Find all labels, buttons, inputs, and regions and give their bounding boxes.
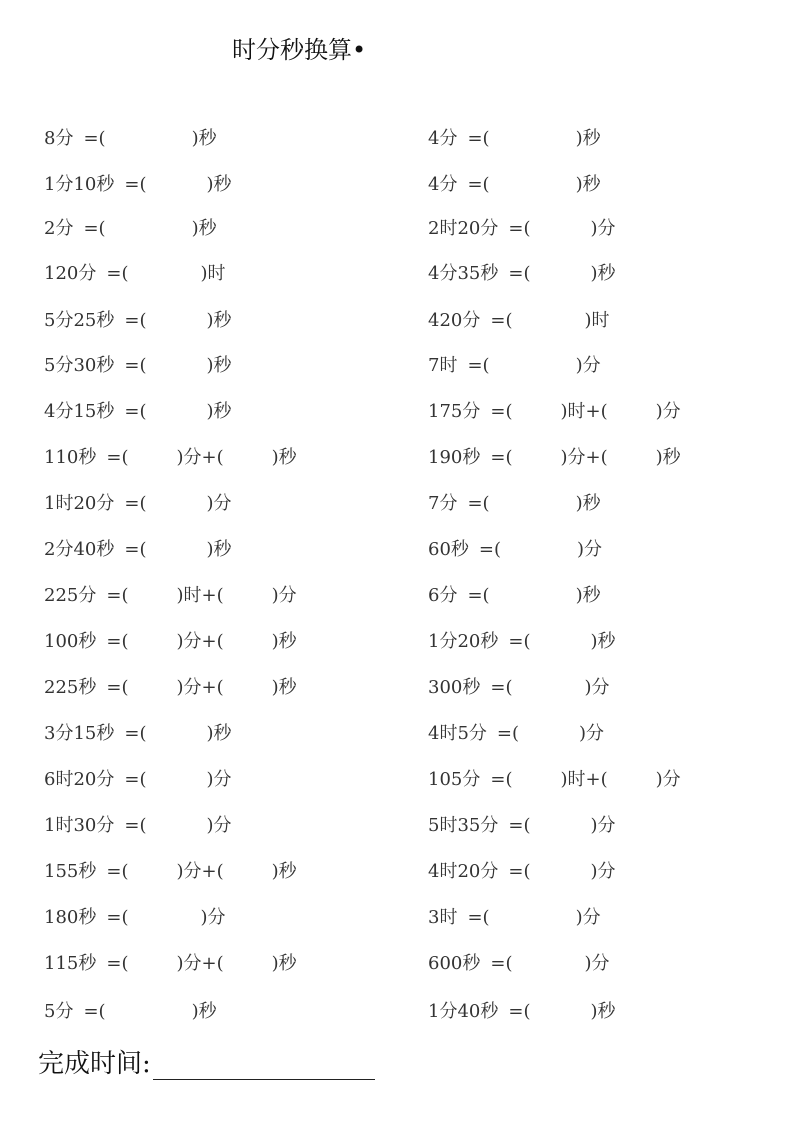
- problem-left-7: [44, 401, 232, 423]
- equals-open-paren: =(: [490, 677, 513, 698]
- equals-open-paren: =(: [490, 401, 513, 422]
- problem-given: 5分30秒: [44, 355, 115, 376]
- close-paren-unit: )分: [655, 769, 681, 790]
- answer-blank[interactable]: [490, 174, 576, 196]
- close-paren-unit: )分: [655, 401, 681, 422]
- problem-given: 4分: [428, 128, 458, 149]
- problem-given: 4分15秒: [44, 401, 115, 422]
- equals-open-paren: =(: [124, 539, 147, 560]
- answer-blank[interactable]: [224, 585, 272, 607]
- answer-blank[interactable]: [490, 493, 576, 515]
- equals-open-paren: =(: [508, 218, 531, 239]
- problem-given: 300秒: [428, 677, 481, 698]
- problem-left-6: [44, 355, 232, 377]
- problem-left-8: [44, 447, 297, 469]
- problem-given: 1分20秒: [428, 631, 499, 652]
- close-paren-unit: )时: [176, 585, 202, 606]
- problem-left-18: [44, 907, 226, 929]
- problem-given: 100秒: [44, 631, 97, 652]
- close-paren-unit: )秒: [590, 263, 616, 284]
- problem-left-12: [44, 631, 297, 653]
- answer-blank[interactable]: [146, 815, 206, 837]
- answer-blank[interactable]: [128, 861, 176, 883]
- close-paren-unit: )秒: [575, 174, 601, 195]
- problem-given: 5分: [44, 1001, 74, 1022]
- close-paren-unit: )时: [560, 401, 586, 422]
- close-paren-unit: )秒: [655, 447, 681, 468]
- answer-blank[interactable]: [106, 128, 192, 150]
- answer-blank[interactable]: [224, 631, 272, 653]
- close-paren-unit: )秒: [590, 1001, 616, 1022]
- problem-given: 180秒: [44, 907, 97, 928]
- close-paren-unit: )分: [590, 861, 616, 882]
- problem-right-16: [428, 815, 616, 837]
- problem-right-6: [428, 355, 601, 377]
- equals-open-paren: =(: [490, 953, 513, 974]
- equals-open-paren: =(: [124, 174, 147, 195]
- close-paren-unit: )秒: [271, 953, 297, 974]
- plus-open-paren: +(: [585, 401, 608, 422]
- answer-blank[interactable]: [146, 769, 206, 791]
- answer-blank[interactable]: [146, 355, 206, 377]
- problem-given: 225秒: [44, 677, 97, 698]
- problem-given: 3时: [428, 907, 458, 928]
- equals-open-paren: =(: [467, 493, 490, 514]
- equals-open-paren: =(: [106, 585, 129, 606]
- answer-blank[interactable]: [106, 218, 192, 240]
- equals-open-paren: =(: [467, 585, 490, 606]
- equals-open-paren: =(: [106, 861, 129, 882]
- answer-blank[interactable]: [106, 1001, 192, 1023]
- problem-left-2: [44, 174, 232, 196]
- equals-open-paren: =(: [106, 907, 129, 928]
- answer-blank[interactable]: [512, 769, 560, 791]
- problem-given: 60秒: [428, 539, 469, 560]
- plus-open-paren: +(: [201, 447, 224, 468]
- problem-right-11: [428, 585, 601, 607]
- answer-blank[interactable]: [146, 401, 206, 423]
- close-paren-unit: )分: [206, 493, 232, 514]
- equals-open-paren: =(: [508, 631, 531, 652]
- problem-given: 3分15秒: [44, 723, 115, 744]
- plus-open-paren: +(: [201, 631, 224, 652]
- close-paren-unit: )秒: [191, 128, 217, 149]
- problem-right-1: [428, 128, 601, 150]
- close-paren-unit: )分: [271, 585, 297, 606]
- close-paren-unit: )秒: [271, 861, 297, 882]
- problem-left-16: [44, 815, 232, 837]
- equals-open-paren: =(: [124, 769, 147, 790]
- answer-blank[interactable]: [128, 585, 176, 607]
- equals-open-paren: =(: [83, 128, 106, 149]
- problem-given: 4分: [428, 174, 458, 195]
- problem-left-4: [44, 263, 226, 285]
- plus-open-paren: +(: [201, 677, 224, 698]
- problem-right-8: [428, 447, 681, 469]
- problem-given: 420分: [428, 310, 481, 331]
- problem-left-20: [44, 1001, 217, 1023]
- close-paren-unit: )秒: [271, 631, 297, 652]
- answer-blank[interactable]: [530, 861, 590, 883]
- close-paren-unit: )时: [200, 263, 226, 284]
- problem-right-3: [428, 218, 616, 240]
- problem-given: 2分40秒: [44, 539, 115, 560]
- answer-blank[interactable]: [512, 310, 584, 332]
- plus-open-paren: +(: [201, 861, 224, 882]
- answer-blank[interactable]: [224, 447, 272, 469]
- answer-blank[interactable]: [530, 218, 590, 240]
- problem-given: 155秒: [44, 861, 97, 882]
- plus-open-paren: +(: [585, 769, 608, 790]
- plus-open-paren: +(: [201, 585, 224, 606]
- problem-left-19: [44, 953, 297, 975]
- equals-open-paren: =(: [83, 1001, 106, 1022]
- problem-given: 1时30分: [44, 815, 115, 836]
- close-paren-unit: )秒: [271, 677, 297, 698]
- close-paren-unit: )秒: [191, 1001, 217, 1022]
- problem-given: 7时: [428, 355, 458, 376]
- problem-given: 600秒: [428, 953, 481, 974]
- close-paren-unit: )秒: [206, 539, 232, 560]
- problem-left-14: [44, 723, 232, 745]
- problem-right-7: [428, 401, 681, 423]
- close-paren-unit: )时: [560, 769, 586, 790]
- equals-open-paren: =(: [478, 539, 502, 560]
- answer-blank[interactable]: [128, 447, 176, 469]
- answer-blank[interactable]: [128, 263, 200, 285]
- close-paren-unit: )秒: [206, 310, 232, 331]
- answer-blank[interactable]: [501, 539, 577, 561]
- equals-open-paren: =(: [467, 128, 490, 149]
- answer-blank[interactable]: [512, 401, 560, 423]
- problem-left-13: [44, 677, 297, 699]
- close-paren-unit: )秒: [575, 585, 601, 606]
- problem-left-11: [44, 585, 297, 607]
- problem-given: 225分: [44, 585, 97, 606]
- equals-open-paren: =(: [508, 861, 531, 882]
- answer-blank[interactable]: [608, 769, 656, 791]
- close-paren-unit: )分: [200, 907, 226, 928]
- worksheet-title: 时分秒换算•: [232, 36, 367, 64]
- answer-blank[interactable]: [530, 631, 590, 653]
- answer-blank[interactable]: [608, 401, 656, 423]
- problem-left-1: [44, 128, 217, 150]
- problem-left-17: [44, 861, 297, 883]
- equals-open-paren: =(: [124, 355, 147, 376]
- problem-given: 4时5分: [428, 723, 487, 744]
- problem-left-10: [44, 539, 232, 561]
- answer-blank[interactable]: [128, 631, 176, 653]
- equals-open-paren: =(: [106, 263, 129, 284]
- equals-open-paren: =(: [124, 401, 147, 422]
- close-paren-unit: )分: [176, 953, 202, 974]
- answer-blank[interactable]: [490, 907, 576, 929]
- equals-open-paren: =(: [508, 263, 531, 284]
- problem-given: 2时20分: [428, 218, 499, 239]
- answer-blank[interactable]: [224, 953, 272, 975]
- plus-open-paren: +(: [585, 447, 608, 468]
- problem-right-18: [428, 907, 601, 929]
- problem-right-19: [428, 953, 610, 975]
- problem-left-5: [44, 310, 232, 332]
- completion-time: [38, 1043, 375, 1080]
- close-paren-unit: )分: [176, 631, 202, 652]
- problem-given: 120分: [44, 263, 97, 284]
- equals-open-paren: =(: [106, 953, 129, 974]
- answer-blank[interactable]: [146, 723, 206, 745]
- equals-open-paren: =(: [124, 310, 147, 331]
- equals-open-paren: =(: [124, 815, 147, 836]
- problem-left-9: [44, 493, 232, 515]
- problem-given: 115秒: [44, 953, 97, 974]
- answer-blank[interactable]: [224, 861, 272, 883]
- answer-blank[interactable]: [146, 174, 206, 196]
- equals-open-paren: =(: [106, 677, 129, 698]
- answer-blank[interactable]: [530, 815, 590, 837]
- answer-blank[interactable]: [490, 128, 576, 150]
- close-paren-unit: )秒: [575, 128, 601, 149]
- answer-blank[interactable]: [512, 447, 560, 469]
- answer-blank[interactable]: [146, 310, 206, 332]
- answer-blank[interactable]: [128, 953, 176, 975]
- problem-given: 7分: [428, 493, 458, 514]
- problem-given: 1时20分: [44, 493, 115, 514]
- problem-given: 105分: [428, 769, 481, 790]
- close-paren-unit: )分: [206, 769, 232, 790]
- equals-open-paren: =(: [467, 174, 490, 195]
- problem-left-3: [44, 218, 217, 240]
- equals-open-paren: =(: [467, 355, 490, 376]
- equals-open-paren: =(: [83, 218, 106, 239]
- answer-blank[interactable]: [512, 953, 584, 975]
- answer-blank[interactable]: [128, 677, 176, 699]
- answer-blank[interactable]: [608, 447, 656, 469]
- problem-given: 8分: [44, 128, 74, 149]
- problem-given: 4时20分: [428, 861, 499, 882]
- equals-open-paren: =(: [106, 447, 129, 468]
- problem-right-5: [428, 310, 610, 332]
- problem-right-10: [428, 539, 602, 561]
- close-paren-unit: )分: [590, 815, 616, 836]
- problem-right-13: [428, 677, 610, 699]
- problem-given: 1分40秒: [428, 1001, 499, 1022]
- equals-open-paren: =(: [124, 493, 147, 514]
- answer-blank[interactable]: [128, 907, 200, 929]
- problem-right-14: [428, 723, 604, 745]
- problem-left-15: [44, 769, 232, 791]
- problem-right-4: [428, 263, 616, 285]
- equals-open-paren: =(: [490, 769, 513, 790]
- close-paren-unit: )秒: [575, 493, 601, 514]
- answer-blank[interactable]: [530, 263, 590, 285]
- close-paren-unit: )时: [584, 310, 610, 331]
- problem-right-2: [428, 174, 601, 196]
- close-paren-unit: )分: [584, 677, 610, 698]
- equals-open-paren: =(: [467, 907, 490, 928]
- answer-blank[interactable]: [146, 539, 206, 561]
- problem-given: 6时20分: [44, 769, 115, 790]
- problem-given: 5分25秒: [44, 310, 115, 331]
- equals-open-paren: =(: [490, 447, 513, 468]
- answer-blank[interactable]: [490, 585, 576, 607]
- close-paren-unit: )秒: [206, 174, 232, 195]
- equals-open-paren: =(: [508, 815, 531, 836]
- answer-blank[interactable]: [519, 723, 579, 745]
- close-paren-unit: )分: [577, 539, 603, 560]
- close-paren-unit: )秒: [206, 355, 232, 376]
- problem-given: 2分: [44, 218, 74, 239]
- close-paren-unit: )秒: [590, 631, 616, 652]
- close-paren-unit: )秒: [271, 447, 297, 468]
- close-paren-unit: )分: [206, 815, 232, 836]
- close-paren-unit: )秒: [206, 401, 232, 422]
- answer-blank[interactable]: [490, 355, 576, 377]
- close-paren-unit: )秒: [206, 723, 232, 744]
- completion-time-label: 完成时间:: [38, 1049, 151, 1079]
- equals-open-paren: =(: [490, 310, 513, 331]
- close-paren-unit: )分: [176, 447, 202, 468]
- equals-open-paren: =(: [508, 1001, 531, 1022]
- completion-time-blank[interactable]: [153, 1053, 375, 1080]
- problem-right-12: [428, 631, 616, 653]
- close-paren-unit: )秒: [191, 218, 217, 239]
- equals-open-paren: =(: [124, 723, 147, 744]
- close-paren-unit: )分: [584, 953, 610, 974]
- problem-given: 1分10秒: [44, 174, 115, 195]
- problem-given: 190秒: [428, 447, 481, 468]
- close-paren-unit: )分: [579, 723, 605, 744]
- equals-open-paren: =(: [106, 631, 129, 652]
- answer-blank[interactable]: [146, 493, 206, 515]
- problem-right-9: [428, 493, 601, 515]
- problem-given: 6分: [428, 585, 458, 606]
- problem-given: 4分35秒: [428, 263, 499, 284]
- problem-given: 5时35分: [428, 815, 499, 836]
- close-paren-unit: )分: [176, 677, 202, 698]
- problem-given: 175分: [428, 401, 481, 422]
- close-paren-unit: )分: [590, 218, 616, 239]
- problem-right-17: [428, 861, 616, 883]
- answer-blank[interactable]: [530, 1001, 590, 1023]
- close-paren-unit: )分: [575, 907, 601, 928]
- plus-open-paren: +(: [201, 953, 224, 974]
- close-paren-unit: )分: [575, 355, 601, 376]
- problem-right-20: [428, 1001, 616, 1023]
- problem-right-15: [428, 769, 681, 791]
- answer-blank[interactable]: [224, 677, 272, 699]
- answer-blank[interactable]: [512, 677, 584, 699]
- equals-open-paren: =(: [496, 723, 520, 744]
- close-paren-unit: )分: [176, 861, 202, 882]
- close-paren-unit: )分: [560, 447, 586, 468]
- problem-given: 110秒: [44, 447, 97, 468]
